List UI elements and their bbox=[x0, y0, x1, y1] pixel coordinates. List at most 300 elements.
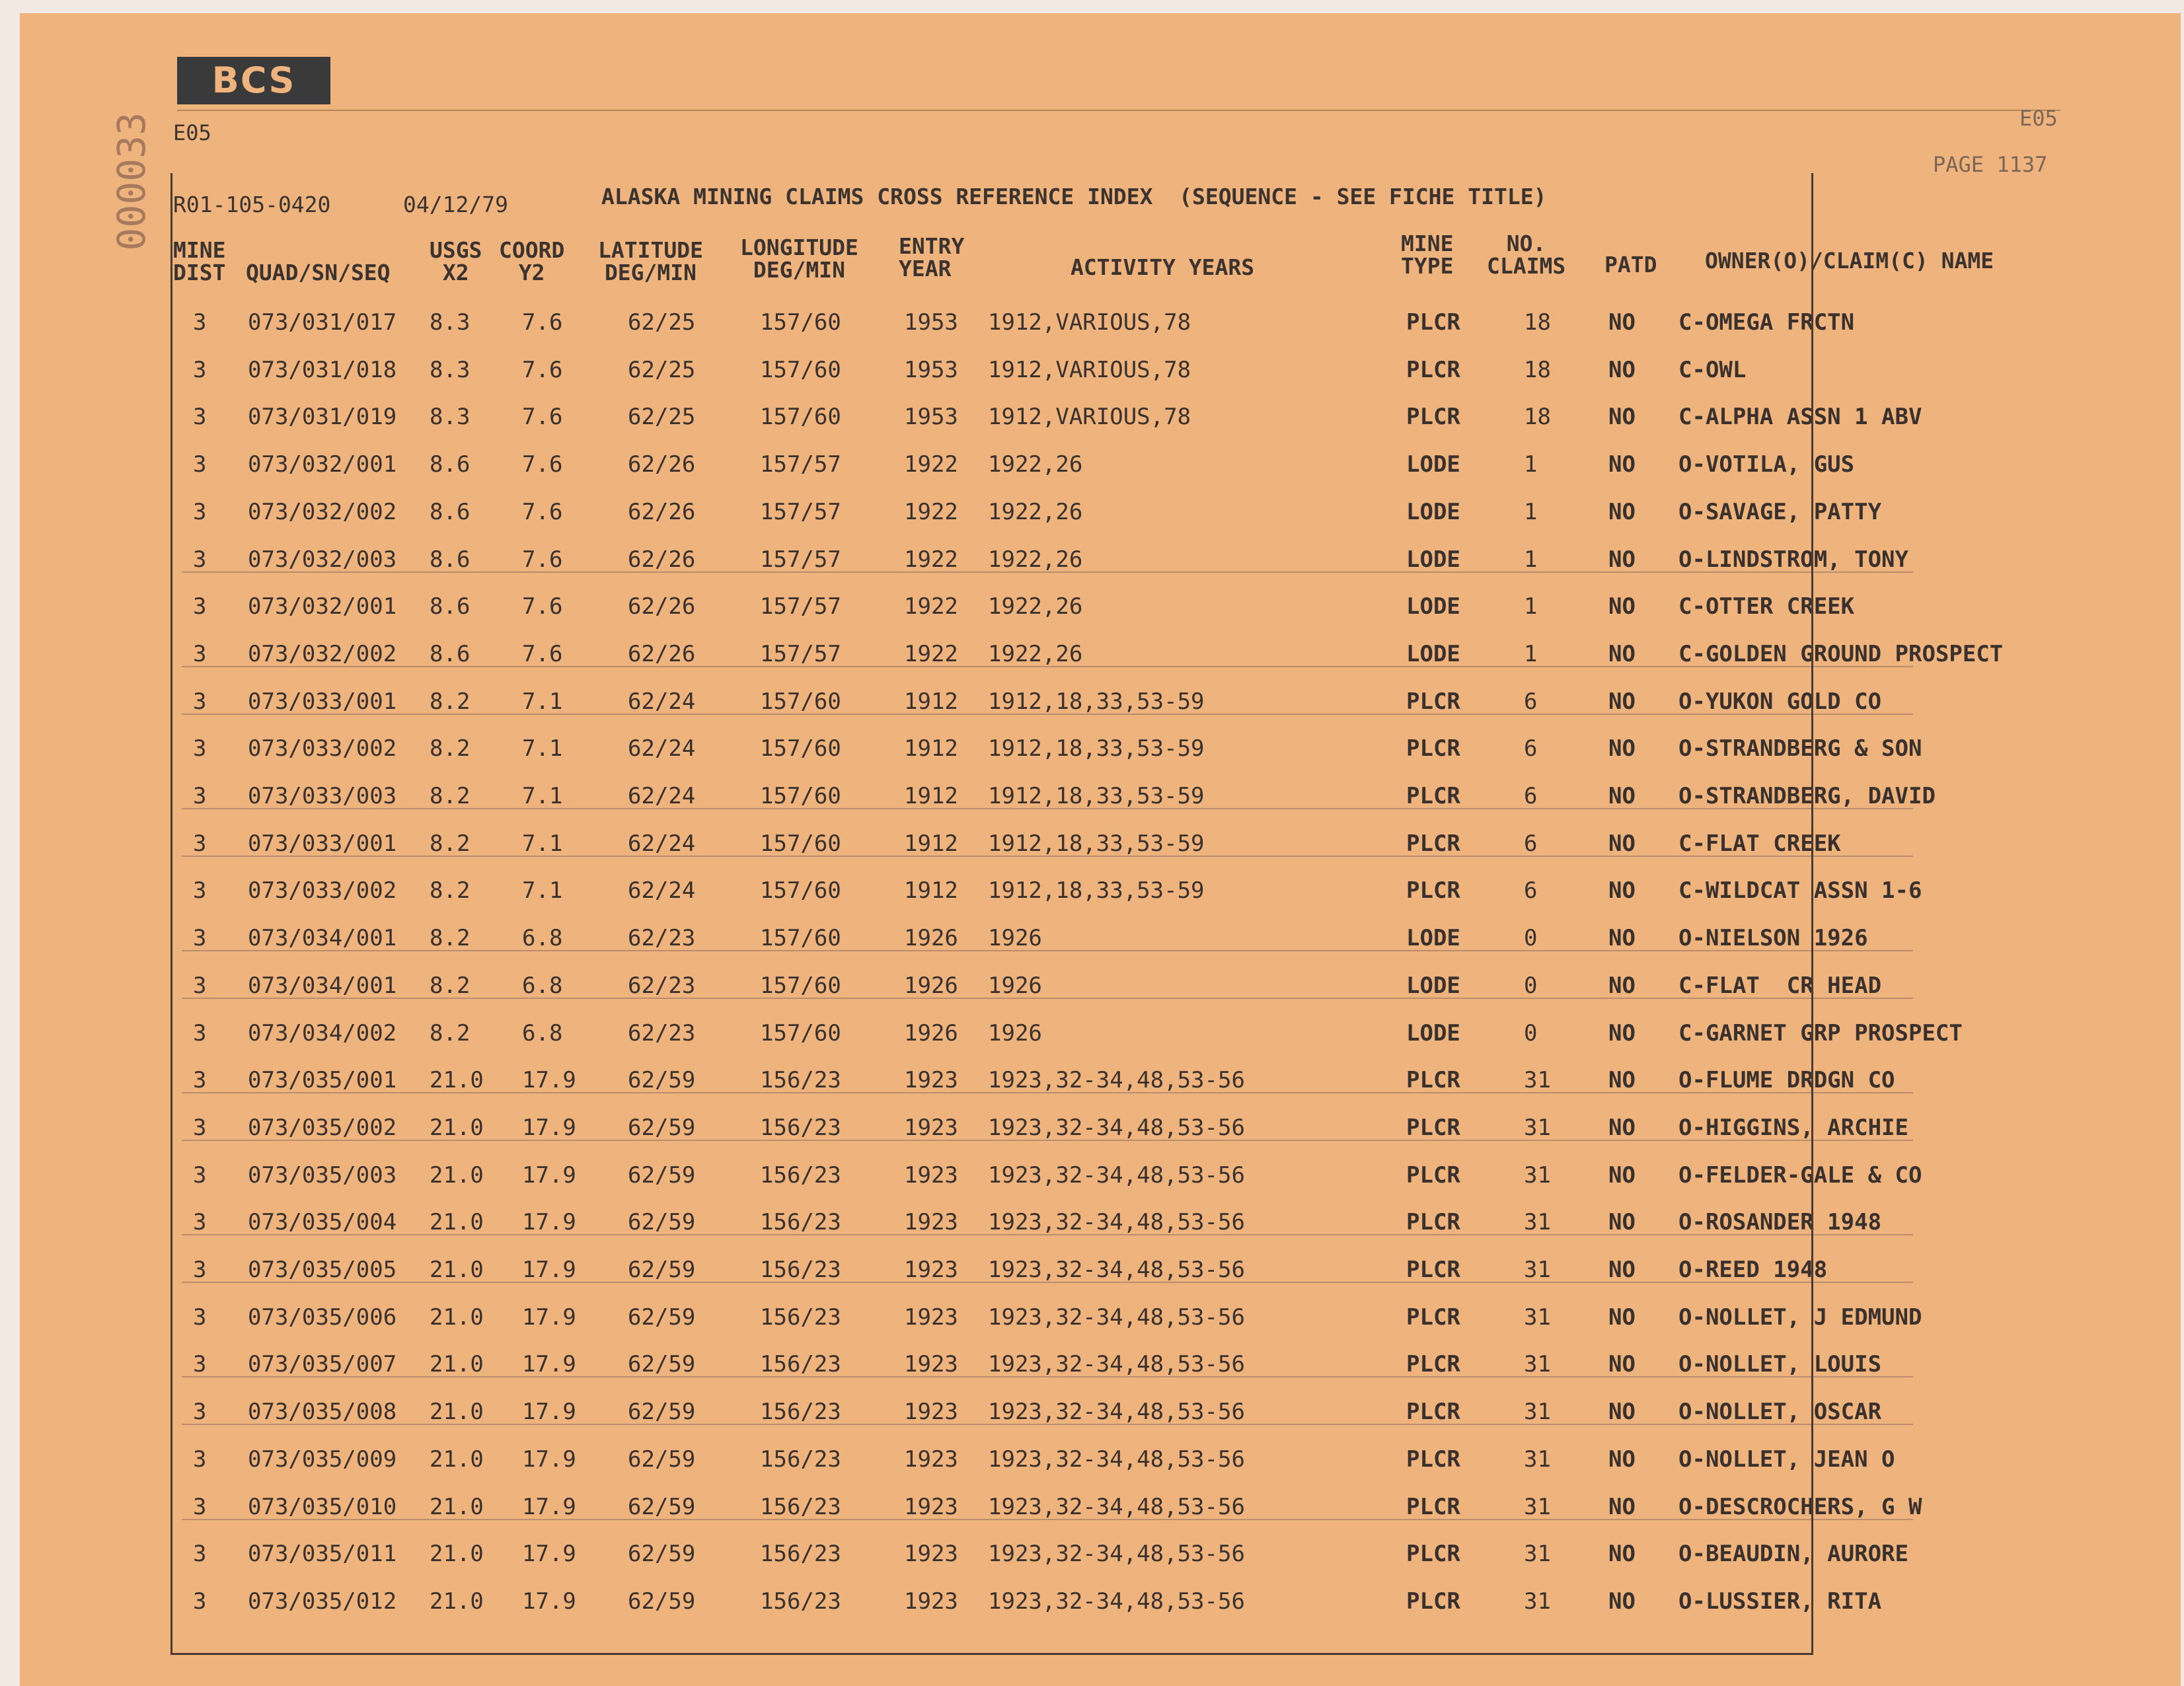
header-claims: NO. CLAIMS bbox=[1487, 231, 1566, 279]
cell-latitude: 62/59 bbox=[628, 1257, 696, 1283]
cell-entry-year: 1926 bbox=[904, 972, 958, 999]
cell-activity-years: 1926 bbox=[988, 925, 1042, 952]
cell-mine-dist: 3 bbox=[193, 1161, 207, 1189]
cell-latitude: 62/23 bbox=[628, 925, 696, 952]
cell-entry-year: 1953 bbox=[904, 356, 958, 383]
cell-latitude: 62/26 bbox=[628, 640, 696, 667]
cell-owner: C-FLAT CREEK bbox=[1678, 830, 1841, 857]
report-id: R01-105-0420 bbox=[173, 192, 331, 217]
cell-x2: 8.2 bbox=[430, 877, 471, 904]
cell-patd: NO bbox=[1608, 1399, 1636, 1426]
cell-mine-dist: 3 bbox=[193, 356, 207, 383]
cell-claims: 18 bbox=[1524, 356, 1551, 383]
cell-patd: NO bbox=[1608, 404, 1636, 431]
cell-latitude: 62/24 bbox=[628, 830, 696, 857]
cell-quad: 073/032/002 bbox=[248, 498, 397, 525]
cell-x2: 8.2 bbox=[430, 1019, 471, 1046]
cell-activity-years: 1923,32-34,48,53-56 bbox=[988, 1351, 1245, 1378]
cell-claims: 6 bbox=[1524, 830, 1538, 857]
cell-longitude: 156/23 bbox=[760, 1351, 841, 1378]
cell-y2: 17.9 bbox=[522, 1588, 576, 1615]
cell-activity-years: 1923,32-34,48,53-56 bbox=[988, 1303, 1245, 1331]
cell-quad: 073/035/011 bbox=[248, 1541, 397, 1568]
cell-quad: 073/033/003 bbox=[248, 783, 397, 809]
cell-y2: 7.6 bbox=[522, 451, 563, 478]
cell-mine-type: PLCR bbox=[1406, 688, 1460, 715]
cell-mine-type: PLCR bbox=[1406, 877, 1460, 904]
cell-latitude: 62/59 bbox=[628, 1351, 696, 1378]
cell-quad: 073/033/002 bbox=[248, 735, 397, 762]
cell-y2: 7.6 bbox=[522, 309, 563, 336]
cell-entry-year: 1923 bbox=[904, 1209, 958, 1236]
cell-mine-dist: 3 bbox=[193, 1399, 207, 1426]
cell-y2: 17.9 bbox=[522, 1161, 576, 1189]
cell-claims: 1 bbox=[1524, 451, 1538, 478]
cell-mine-dist: 3 bbox=[193, 1257, 207, 1283]
cell-patd: NO bbox=[1608, 1351, 1636, 1378]
cell-mine-dist: 3 bbox=[193, 1588, 207, 1615]
cell-longitude: 157/60 bbox=[760, 783, 841, 809]
cell-quad: 073/033/001 bbox=[248, 830, 397, 857]
cell-patd: NO bbox=[1608, 1257, 1636, 1283]
cell-mine-type: PLCR bbox=[1406, 404, 1460, 431]
cell-latitude: 62/24 bbox=[628, 735, 696, 762]
cell-x2: 21.0 bbox=[430, 1541, 484, 1568]
cell-y2: 7.1 bbox=[522, 830, 563, 857]
cell-entry-year: 1923 bbox=[904, 1493, 958, 1520]
cell-mine-dist: 3 bbox=[193, 498, 207, 525]
cell-x2: 21.0 bbox=[430, 1114, 484, 1141]
cell-entry-year: 1922 bbox=[904, 451, 958, 478]
cell-mine-type: LODE bbox=[1406, 593, 1460, 620]
cell-activity-years: 1926 bbox=[988, 972, 1042, 999]
cell-latitude: 62/26 bbox=[628, 546, 696, 573]
cell-longitude: 156/23 bbox=[760, 1209, 841, 1236]
cell-activity-years: 1923,32-34,48,53-56 bbox=[988, 1446, 1245, 1473]
header-mine-type: MINE TYPE bbox=[1401, 231, 1454, 279]
cell-entry-year: 1953 bbox=[904, 404, 958, 431]
cell-patd: NO bbox=[1608, 830, 1636, 857]
cell-mine-type: PLCR bbox=[1406, 735, 1460, 762]
cell-y2: 17.9 bbox=[522, 1067, 576, 1094]
header-x2: USGS X2 bbox=[430, 237, 482, 285]
cell-owner: C-FLAT CR HEAD bbox=[1678, 972, 1882, 999]
cell-activity-years: 1922,26 bbox=[988, 593, 1083, 620]
cell-claims: 0 bbox=[1524, 925, 1538, 952]
cell-patd: NO bbox=[1608, 688, 1636, 715]
cell-activity-years: 1923,32-34,48,53-56 bbox=[988, 1161, 1245, 1189]
cell-owner: O-LINDSTROM, TONY bbox=[1678, 546, 1908, 573]
cell-mine-dist: 3 bbox=[193, 1209, 207, 1236]
cell-longitude: 157/57 bbox=[760, 498, 841, 525]
cell-entry-year: 1922 bbox=[904, 546, 958, 573]
cell-entry-year: 1923 bbox=[904, 1588, 958, 1615]
cell-patd: NO bbox=[1608, 356, 1636, 383]
cell-owner: O-YUKON GOLD CO bbox=[1678, 688, 1882, 715]
cell-entry-year: 1923 bbox=[904, 1067, 958, 1094]
cell-claims: 31 bbox=[1524, 1067, 1551, 1094]
cell-quad: 073/035/006 bbox=[248, 1303, 397, 1331]
cell-mine-type: LODE bbox=[1406, 640, 1460, 667]
cell-activity-years: 1923,32-34,48,53-56 bbox=[988, 1399, 1245, 1426]
cell-claims: 1 bbox=[1524, 593, 1538, 620]
cell-claims: 6 bbox=[1524, 877, 1538, 904]
cell-owner: O-DESCROCHERS, G W bbox=[1678, 1493, 1922, 1520]
cell-mine-type: LODE bbox=[1406, 451, 1460, 478]
cell-mine-dist: 3 bbox=[193, 972, 207, 999]
cell-activity-years: 1923,32-34,48,53-56 bbox=[988, 1067, 1245, 1094]
cell-owner: C-OMEGA FRCTN bbox=[1678, 309, 1855, 336]
cell-claims: 31 bbox=[1524, 1209, 1551, 1236]
cell-claims: 31 bbox=[1524, 1588, 1551, 1615]
cell-patd: NO bbox=[1608, 735, 1636, 762]
cell-latitude: 62/59 bbox=[628, 1493, 696, 1520]
cell-owner: C-WILDCAT ASSN 1-6 bbox=[1678, 877, 1922, 904]
cell-mine-type: PLCR bbox=[1406, 830, 1460, 857]
cell-mine-dist: 3 bbox=[193, 546, 207, 573]
cell-longitude: 156/23 bbox=[760, 1399, 841, 1426]
cell-claims: 31 bbox=[1524, 1114, 1551, 1141]
cell-owner: O-NOLLET, OSCAR bbox=[1678, 1399, 1882, 1426]
cell-owner: O-FELDER-GALE & CO bbox=[1678, 1161, 1922, 1189]
cell-activity-years: 1912,VARIOUS,78 bbox=[988, 309, 1191, 336]
cell-y2: 7.6 bbox=[522, 640, 563, 667]
cell-latitude: 62/25 bbox=[628, 309, 696, 336]
cell-mine-type: LODE bbox=[1406, 546, 1460, 573]
cell-latitude: 62/26 bbox=[628, 451, 696, 478]
cell-mine-dist: 3 bbox=[193, 925, 207, 952]
cell-quad: 073/032/002 bbox=[248, 640, 397, 667]
cell-y2: 17.9 bbox=[522, 1399, 576, 1426]
cell-longitude: 157/57 bbox=[760, 546, 841, 573]
cell-owner: O-VOTILA, GUS bbox=[1678, 451, 1855, 478]
cell-latitude: 62/26 bbox=[628, 498, 696, 525]
cell-x2: 21.0 bbox=[430, 1209, 484, 1236]
cell-claims: 31 bbox=[1524, 1399, 1551, 1426]
cell-longitude: 157/60 bbox=[760, 356, 841, 383]
header-entry-year: ENTRY YEAR bbox=[899, 233, 965, 281]
cell-x2: 21.0 bbox=[430, 1303, 484, 1331]
cell-quad: 073/032/001 bbox=[248, 593, 397, 620]
cell-mine-dist: 3 bbox=[193, 1493, 207, 1520]
cell-claims: 31 bbox=[1524, 1541, 1551, 1568]
cell-mine-dist: 3 bbox=[193, 783, 207, 809]
cell-owner: O-STRANDBERG, DAVID bbox=[1678, 783, 1936, 809]
cell-claims: 31 bbox=[1524, 1493, 1551, 1520]
cell-activity-years: 1922,26 bbox=[988, 640, 1083, 667]
cell-y2: 6.8 bbox=[522, 925, 563, 952]
cell-x2: 21.0 bbox=[430, 1588, 484, 1615]
cell-entry-year: 1912 bbox=[904, 735, 958, 762]
cell-entry-year: 1923 bbox=[904, 1114, 958, 1141]
cell-quad: 073/031/019 bbox=[248, 404, 397, 431]
cell-y2: 6.8 bbox=[522, 972, 563, 999]
cell-activity-years: 1912,VARIOUS,78 bbox=[988, 356, 1191, 383]
cell-activity-years: 1912,18,33,53-59 bbox=[988, 877, 1205, 904]
cell-entry-year: 1923 bbox=[904, 1303, 958, 1331]
cell-quad: 073/032/003 bbox=[248, 546, 397, 573]
cell-x2: 8.6 bbox=[430, 546, 471, 573]
cell-y2: 17.9 bbox=[522, 1541, 576, 1568]
cell-activity-years: 1923,32-34,48,53-56 bbox=[988, 1257, 1245, 1283]
cell-patd: NO bbox=[1608, 593, 1636, 620]
cell-y2: 7.1 bbox=[522, 877, 563, 904]
cell-longitude: 156/23 bbox=[760, 1588, 841, 1615]
cell-entry-year: 1912 bbox=[904, 688, 958, 715]
header-y2: COORD Y2 bbox=[499, 237, 565, 285]
cell-mine-type: PLCR bbox=[1406, 1257, 1460, 1283]
cell-mine-dist: 3 bbox=[193, 1446, 207, 1473]
cell-longitude: 156/23 bbox=[760, 1493, 841, 1520]
cell-x2: 8.6 bbox=[430, 451, 471, 478]
cell-latitude: 62/23 bbox=[628, 1019, 696, 1046]
cell-activity-years: 1923,32-34,48,53-56 bbox=[988, 1588, 1245, 1615]
cell-patd: NO bbox=[1608, 972, 1636, 999]
cell-mine-type: PLCR bbox=[1406, 309, 1460, 336]
cell-activity-years: 1912,18,33,53-59 bbox=[988, 735, 1205, 762]
cell-x2: 8.6 bbox=[430, 498, 471, 525]
cell-longitude: 157/60 bbox=[760, 925, 841, 952]
cell-quad: 073/035/004 bbox=[248, 1209, 397, 1236]
cell-activity-years: 1912,18,33,53-59 bbox=[988, 783, 1205, 809]
cell-x2: 21.0 bbox=[430, 1067, 484, 1094]
cell-entry-year: 1923 bbox=[904, 1161, 958, 1189]
cell-entry-year: 1923 bbox=[904, 1257, 958, 1283]
cell-activity-years: 1923,32-34,48,53-56 bbox=[988, 1541, 1245, 1568]
cell-mine-dist: 3 bbox=[193, 1303, 207, 1331]
cell-x2: 8.2 bbox=[430, 830, 471, 857]
cell-x2: 8.6 bbox=[430, 640, 471, 667]
cell-patd: NO bbox=[1608, 309, 1636, 336]
cell-mine-dist: 3 bbox=[193, 451, 207, 478]
cell-mine-type: PLCR bbox=[1406, 1588, 1460, 1615]
cell-longitude: 157/60 bbox=[760, 309, 841, 336]
cell-claims: 31 bbox=[1524, 1351, 1551, 1378]
cell-claims: 1 bbox=[1524, 498, 1538, 525]
cell-mine-type: PLCR bbox=[1406, 1114, 1460, 1141]
cell-activity-years: 1922,26 bbox=[988, 498, 1083, 525]
cell-mine-dist: 3 bbox=[193, 1351, 207, 1378]
cell-patd: NO bbox=[1608, 1303, 1636, 1331]
cell-quad: 073/031/017 bbox=[248, 309, 397, 336]
cell-claims: 0 bbox=[1524, 972, 1538, 999]
cell-patd: NO bbox=[1608, 1161, 1636, 1189]
cell-x2: 8.2 bbox=[430, 735, 471, 762]
cell-latitude: 62/23 bbox=[628, 972, 696, 999]
header-latitude: LATITUDE DEG/MIN bbox=[598, 237, 703, 285]
cell-quad: 073/035/007 bbox=[248, 1351, 397, 1378]
cell-latitude: 62/24 bbox=[628, 783, 696, 809]
cell-mine-type: PLCR bbox=[1406, 1351, 1460, 1378]
cell-latitude: 62/59 bbox=[628, 1541, 696, 1568]
cell-quad: 073/035/001 bbox=[248, 1067, 397, 1094]
cell-y2: 17.9 bbox=[522, 1257, 576, 1283]
cell-claims: 1 bbox=[1524, 546, 1538, 573]
cell-claims: 31 bbox=[1524, 1161, 1551, 1189]
cell-x2: 8.3 bbox=[430, 309, 471, 336]
cell-latitude: 62/24 bbox=[628, 877, 696, 904]
cell-longitude: 156/23 bbox=[760, 1541, 841, 1568]
cell-owner: C-OWL bbox=[1678, 356, 1747, 383]
cell-y2: 7.6 bbox=[522, 356, 563, 383]
side-number: 000033 bbox=[109, 112, 154, 251]
cell-x2: 21.0 bbox=[430, 1446, 484, 1473]
cell-mine-dist: 3 bbox=[193, 1541, 207, 1568]
cell-patd: NO bbox=[1608, 783, 1636, 809]
cell-activity-years: 1922,26 bbox=[988, 546, 1083, 573]
cell-mine-type: PLCR bbox=[1406, 1541, 1460, 1568]
cell-x2: 21.0 bbox=[430, 1399, 484, 1426]
report-date: 04/12/79 bbox=[403, 192, 508, 217]
cell-entry-year: 1922 bbox=[904, 640, 958, 667]
cell-x2: 8.6 bbox=[430, 593, 471, 620]
cell-activity-years: 1923,32-34,48,53-56 bbox=[988, 1209, 1245, 1236]
cell-quad: 073/033/001 bbox=[248, 688, 397, 715]
cell-mine-dist: 3 bbox=[193, 593, 207, 620]
cell-entry-year: 1926 bbox=[904, 1019, 958, 1046]
cell-mine-type: PLCR bbox=[1406, 1067, 1460, 1094]
cell-entry-year: 1912 bbox=[904, 830, 958, 857]
cell-patd: NO bbox=[1608, 451, 1636, 478]
cell-mine-type: LODE bbox=[1406, 498, 1460, 525]
cell-mine-dist: 3 bbox=[193, 1067, 207, 1094]
cell-latitude: 62/59 bbox=[628, 1161, 696, 1189]
cell-owner: C-GARNET GRP PROSPECT bbox=[1678, 1019, 1963, 1046]
cell-claims: 6 bbox=[1524, 735, 1538, 762]
cell-quad: 073/034/002 bbox=[248, 1019, 397, 1046]
fiche-code-right: E05 bbox=[2019, 106, 2058, 131]
cell-longitude: 157/57 bbox=[760, 593, 841, 620]
cell-patd: NO bbox=[1608, 1541, 1636, 1568]
cell-patd: NO bbox=[1608, 1114, 1636, 1141]
cell-activity-years: 1923,32-34,48,53-56 bbox=[988, 1493, 1245, 1520]
cell-owner: C-GOLDEN GROUND PROSPECT bbox=[1678, 640, 2004, 667]
cell-owner: O-NOLLET, JEAN O bbox=[1678, 1446, 1895, 1473]
cell-longitude: 157/60 bbox=[760, 972, 841, 999]
cell-quad: 073/033/002 bbox=[248, 877, 397, 904]
cell-y2: 7.1 bbox=[522, 735, 563, 762]
cell-mine-dist: 3 bbox=[193, 1019, 207, 1046]
report-title: ALASKA MINING CLAIMS CROSS REFERENCE INDEX (SEQUENCE - SEE FICHE TITLE) bbox=[601, 184, 1547, 209]
cell-latitude: 62/59 bbox=[628, 1446, 696, 1473]
cell-patd: NO bbox=[1608, 1067, 1636, 1094]
cell-owner: O-ROSANDER 1948 bbox=[1678, 1209, 1882, 1236]
cell-longitude: 157/60 bbox=[760, 404, 841, 431]
cell-latitude: 62/59 bbox=[628, 1114, 696, 1141]
cell-mine-dist: 3 bbox=[193, 404, 207, 431]
cell-quad: 073/035/008 bbox=[248, 1399, 397, 1426]
cell-longitude: 157/60 bbox=[760, 1019, 841, 1046]
top-rule bbox=[177, 110, 2060, 111]
cell-claims: 18 bbox=[1524, 404, 1551, 431]
cell-patd: NO bbox=[1608, 1209, 1636, 1236]
cell-quad: 073/035/009 bbox=[248, 1446, 397, 1473]
cell-x2: 8.3 bbox=[430, 356, 471, 383]
cell-owner: O-REED 1948 bbox=[1678, 1257, 1828, 1283]
cell-entry-year: 1953 bbox=[904, 309, 958, 336]
cell-entry-year: 1923 bbox=[904, 1351, 958, 1378]
cell-owner: O-FLUME DRDGN CO bbox=[1678, 1067, 1895, 1094]
cell-mine-type: PLCR bbox=[1406, 1161, 1460, 1189]
cell-entry-year: 1912 bbox=[904, 877, 958, 904]
cell-y2: 17.9 bbox=[522, 1446, 576, 1473]
cell-owner: C-ALPHA ASSN 1 ABV bbox=[1678, 404, 1922, 431]
cell-mine-type: PLCR bbox=[1406, 1209, 1460, 1236]
cell-longitude: 156/23 bbox=[760, 1303, 841, 1331]
cell-longitude: 156/23 bbox=[760, 1446, 841, 1473]
cell-entry-year: 1922 bbox=[904, 593, 958, 620]
cell-entry-year: 1922 bbox=[904, 498, 958, 525]
cell-latitude: 62/59 bbox=[628, 1303, 696, 1331]
cell-mine-type: LODE bbox=[1406, 972, 1460, 999]
cell-x2: 21.0 bbox=[430, 1161, 484, 1189]
cell-mine-type: PLCR bbox=[1406, 1303, 1460, 1331]
cell-activity-years: 1922,26 bbox=[988, 451, 1083, 478]
cell-y2: 7.1 bbox=[522, 783, 563, 809]
cell-x2: 8.2 bbox=[430, 688, 471, 715]
cell-quad: 073/034/001 bbox=[248, 925, 397, 952]
cell-owner: O-STRANDBERG & SON bbox=[1678, 735, 1922, 762]
cell-patd: NO bbox=[1608, 546, 1636, 573]
cell-activity-years: 1912,VARIOUS,78 bbox=[988, 404, 1191, 431]
cell-mine-dist: 3 bbox=[193, 640, 207, 667]
cell-quad: 073/035/012 bbox=[248, 1588, 397, 1615]
cell-longitude: 156/23 bbox=[760, 1114, 841, 1141]
cell-y2: 7.6 bbox=[522, 404, 563, 431]
cell-quad: 073/035/010 bbox=[248, 1493, 397, 1520]
cell-latitude: 62/59 bbox=[628, 1209, 696, 1236]
cell-patd: NO bbox=[1608, 925, 1636, 952]
cell-longitude: 156/23 bbox=[760, 1257, 841, 1283]
cell-activity-years: 1912,18,33,53-59 bbox=[988, 830, 1205, 857]
cell-y2: 17.9 bbox=[522, 1351, 576, 1378]
cell-longitude: 157/60 bbox=[760, 877, 841, 904]
cell-y2: 7.6 bbox=[522, 498, 563, 525]
cell-owner: O-LUSSIER, RITA bbox=[1678, 1588, 1882, 1615]
cell-patd: NO bbox=[1608, 1019, 1636, 1046]
cell-mine-dist: 3 bbox=[193, 309, 207, 336]
cell-entry-year: 1912 bbox=[904, 783, 958, 809]
cell-mine-type: PLCR bbox=[1406, 1493, 1460, 1520]
cell-longitude: 157/57 bbox=[760, 640, 841, 667]
header-activity-years: ACTIVITY YEARS bbox=[1071, 254, 1255, 280]
cell-quad: 073/031/018 bbox=[248, 356, 397, 383]
cell-quad: 073/035/005 bbox=[248, 1257, 397, 1283]
cell-longitude: 156/23 bbox=[760, 1161, 841, 1189]
cell-claims: 6 bbox=[1524, 783, 1538, 809]
cell-y2: 17.9 bbox=[522, 1493, 576, 1520]
cell-activity-years: 1923,32-34,48,53-56 bbox=[988, 1114, 1245, 1141]
cell-mine-type: PLCR bbox=[1406, 356, 1460, 383]
cell-x2: 8.2 bbox=[430, 925, 471, 952]
cell-mine-dist: 3 bbox=[193, 877, 207, 904]
cell-entry-year: 1926 bbox=[904, 925, 958, 952]
cell-activity-years: 1912,18,33,53-59 bbox=[988, 688, 1205, 715]
cell-patd: NO bbox=[1608, 498, 1636, 525]
cell-x2: 8.3 bbox=[430, 404, 471, 431]
cell-patd: NO bbox=[1608, 1493, 1636, 1520]
cell-x2: 21.0 bbox=[430, 1493, 484, 1520]
cell-owner: O-NOLLET, LOUIS bbox=[1678, 1351, 1882, 1378]
cell-latitude: 62/26 bbox=[628, 593, 696, 620]
header-patd: PATD bbox=[1604, 252, 1657, 277]
cell-latitude: 62/25 bbox=[628, 356, 696, 383]
cell-owner: C-OTTER CREEK bbox=[1678, 593, 1855, 620]
cell-claims: 18 bbox=[1524, 309, 1551, 336]
cell-latitude: 62/59 bbox=[628, 1399, 696, 1426]
cell-entry-year: 1923 bbox=[904, 1399, 958, 1426]
cell-mine-dist: 3 bbox=[193, 1114, 207, 1141]
